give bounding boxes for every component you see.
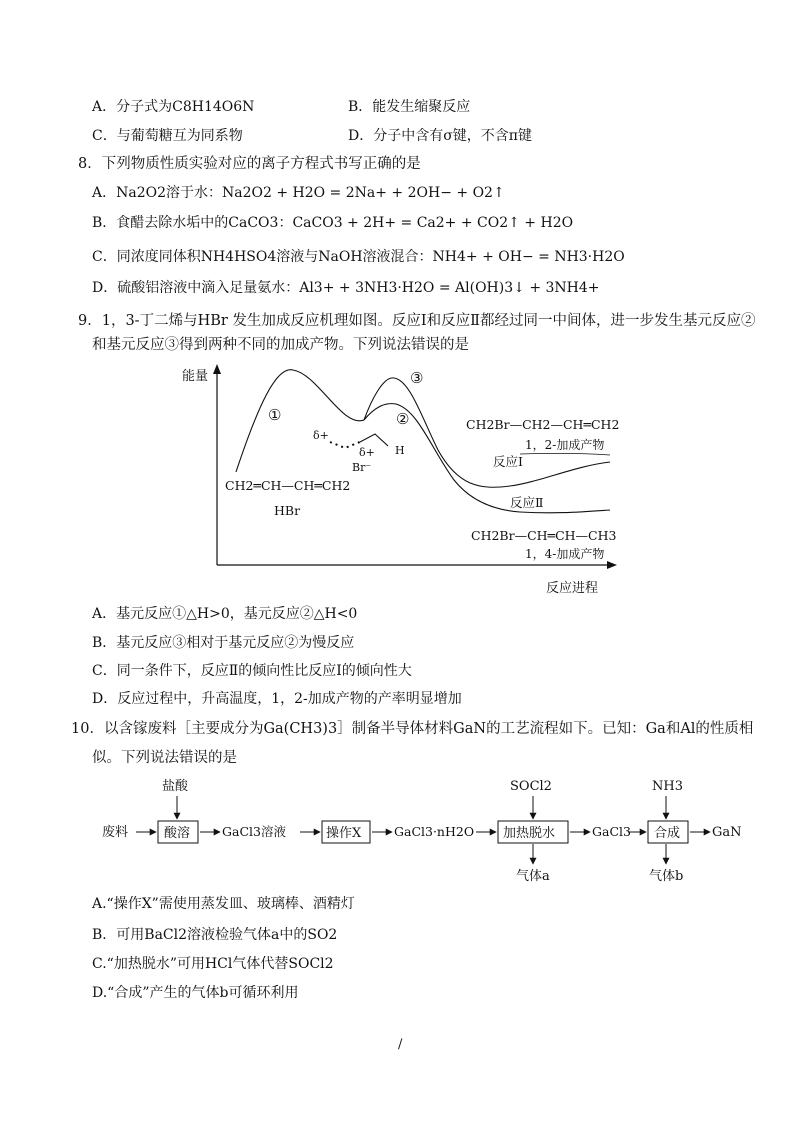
x-axis-label: 反应进程 [546,581,599,596]
box-synthesis-label: 合成 [654,826,681,841]
box-heat-dehydrate-label: 加热脱水 [503,826,556,841]
reaction-1-label: 反应Ⅰ [493,454,523,469]
q8-stem: 8．下列物质性质实验对应的离子方程式书写正确的是 [78,156,421,172]
product-12: CH2Br—CH2—CH═CH2 [466,417,620,432]
q10-option-d: D.“合成”产生的气体b可循环利用 [92,985,299,1001]
box-acid-dissolve-label: 酸溶 [164,826,191,841]
energy-diagram [170,362,650,602]
intermediate-charge-2: δ+ [359,446,375,459]
intermediate-charge: δ+ [313,429,329,442]
q10-option-a: A.“操作X”需使用蒸发皿、玻璃棒、酒精灯 [92,896,355,912]
q10-stem-line2: 似。下列说法错误的是 [92,750,237,766]
step-2-label: ② [396,410,410,428]
q10-stem-line1: 10．以含镓废料［主要成分为Ga(CH3)3］制备半导体材料GaN的工艺流程如下。已知：Ga和Al的性质相 [71,721,754,737]
intermediate-h: H [395,444,405,457]
q10-option-b: B．可用BaCl2溶液检验气体a中的SO2 [92,927,338,943]
input-hcl: 盐酸 [162,779,189,794]
product-14: CH2Br—CH═CH—CH3 [471,528,617,543]
gas-b: 气体b [649,869,684,884]
energy-curve-step3 [364,378,610,487]
flow-gacl3-solution: GaCl3溶液 [222,824,286,839]
intermediate-bond-dashed [330,442,360,448]
input-nh3: NH3 [652,779,683,794]
flow-gacl3: GaCl3 [592,824,631,839]
flow-end-gan: GaN [712,825,742,840]
x-axis-arrow [607,561,617,569]
q9-option-a: A．基元反应①△H>0，基元反应②△H<0 [92,606,358,622]
reactant-hbr: HBr [274,503,301,518]
bracket-12 [520,453,610,455]
q7-option-d: D．分子中含有σ键，不含π键 [348,128,532,144]
q7-option-a: A．分子式为C8H14O6N [92,99,255,115]
step-1-label: ① [268,406,282,424]
input-socl2: SOCl2 [510,779,552,794]
q7-option-b: B．能发生缩聚反应 [348,99,471,115]
intermediate-br: Br⁻ [352,461,372,474]
q9-option-d: D．反应过程中，升高温度，1，2-加成产物的产率明显增加 [92,691,462,707]
y-axis-label: 能量 [182,369,209,384]
reactant-butadiene: CH2═CH—CH═CH2 [225,478,351,493]
box-operation-x-label: 操作X [326,826,362,841]
q9-stem-line1: 9．1，3-丁二烯与HBr 发生加成反应机理如图。反应Ⅰ和反应Ⅱ都经过同一中间体，进一步发生基元反应② [78,313,756,329]
product-14-label: 1，4-加成产物 [525,547,605,561]
q8-option-d: D．硫酸铝溶液中滴入足量氨水：Al3+ + 3NH3·H2O = Al(OH)3↓ + 3NH4+ [92,280,600,296]
page-mark: / [398,1037,403,1052]
energy-curve-step1 [236,370,364,472]
q8-option-c: C．同浓度同体积NH4HSO4溶液与NaOH溶液混合：NH4+ + OH− = NH3·H2O [92,249,625,265]
q9-option-c: C．同一条件下，反应Ⅱ的倾向性比反应Ⅰ的倾向性大 [92,663,412,679]
q7-option-c: C．与葡萄糖互为同系物 [92,128,243,144]
q9-option-b: B．基元反应③相对于基元反应②为慢反应 [92,635,355,651]
gas-a: 气体a [516,869,550,884]
y-axis-arrow [213,364,221,374]
q8-option-b: B．食醋去除水垢中的CaCO3：CaCO3 + 2H+ = Ca2+ + CO2↑ + H2O [92,215,574,231]
q10-option-c: C.“加热脱水”可用HCl气体代替SOCl2 [92,956,334,972]
q8-option-a: A．Na2O2溶于水：Na2O2 + H2O = 2Na+ + 2OH− + O2↑ [92,185,505,201]
process-flow [90,770,770,890]
step-3-label: ③ [410,369,424,387]
reaction-2-label: 反应Ⅱ [510,495,544,510]
flow-start: 废料 [102,825,129,840]
q9-stem-line2: 和基元反应③得到两种不同的加成产物。下列说法错误的是 [92,337,469,353]
intermediate-bond [360,434,388,446]
flow-gacl3-hydrate: GaCl3·nH2O [394,824,475,839]
product-12-label: 1，2-加成产物 [525,438,605,452]
